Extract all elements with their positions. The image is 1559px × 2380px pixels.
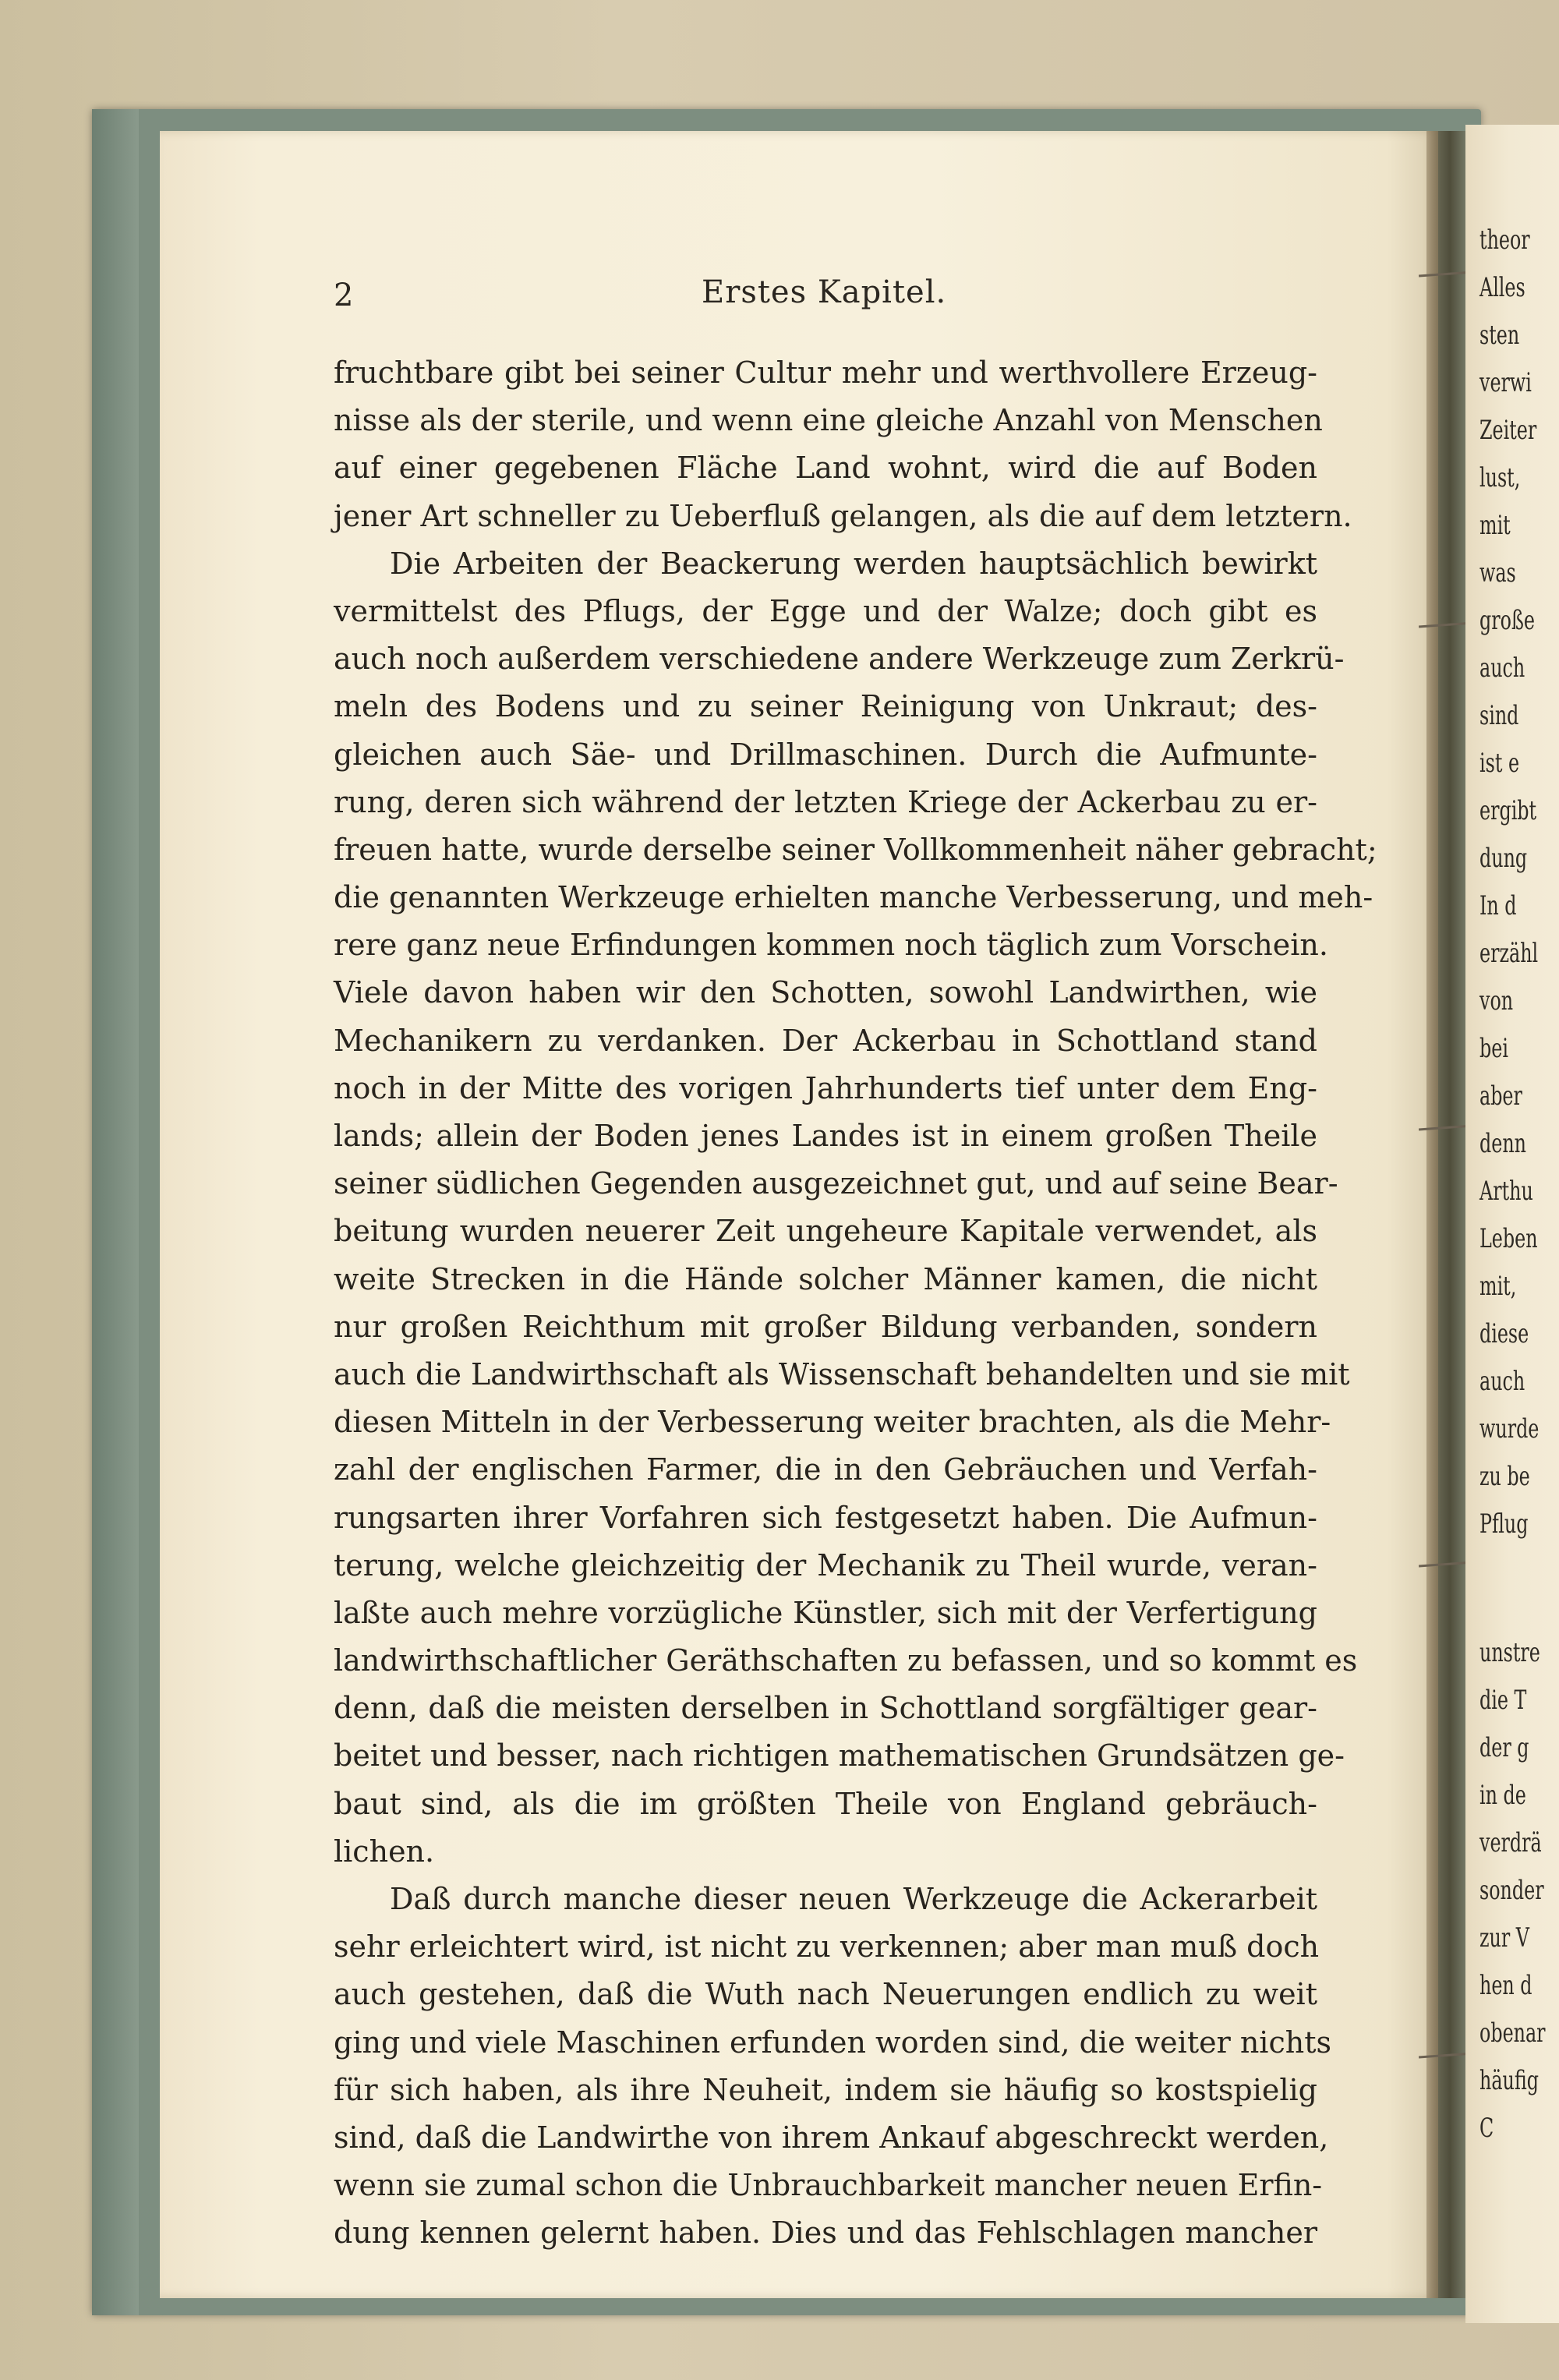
facing-page-fragment: sind	[1479, 700, 1519, 731]
body-line: jener Art schneller zu Ueberfluß gelangen, als die auf dem letztern.	[334, 498, 1352, 533]
facing-page-fragment: obenar	[1479, 2018, 1546, 2049]
body-line: denn, daß die meisten derselben in Schottland sorgfältiger gear-	[334, 1691, 1317, 1726]
facing-page-fragment: ergibt	[1479, 795, 1537, 826]
facing-page-fragment: verdrä	[1479, 1827, 1542, 1858]
body-line: rungsarten ihrer Vorfahren sich festgesetzt haben. Die Aufmun-	[334, 1500, 1317, 1535]
facing-page-fragment: dung	[1479, 843, 1528, 874]
book-gutter	[1426, 131, 1465, 2298]
body-line: zahl der englischen Farmer, die in den Gebräuchen und Verfah-	[334, 1452, 1317, 1487]
body-line: nisse als der sterile, und wenn eine gleiche Anzahl von Menschen	[334, 403, 1323, 438]
body-line: noch in der Mitte des vorigen Jahrhunderts tief unter dem Eng-	[334, 1070, 1317, 1105]
body-line: baut sind, als die im größten Theile von England gebräuch-	[334, 1786, 1317, 1821]
body-line: lands; allein der Boden jenes Landes ist in einem großen Theile	[334, 1119, 1317, 1153]
facing-page-fragment: zu be	[1479, 1461, 1530, 1492]
body-line: gleichen auch Säe- und Drillmaschinen. Durch die Aufmunte-	[334, 737, 1317, 772]
body-line: Mechanikern zu verdanken. Der Ackerbau in Schottland stand	[334, 1023, 1317, 1058]
facing-page-fragment: lust,	[1479, 462, 1521, 493]
facing-page-fragment: häufig	[1479, 2065, 1539, 2096]
facing-page-fragment: der g	[1479, 1732, 1529, 1763]
body-line: sehr erleichtert wird, ist nicht zu verkennen; aber man muß doch	[334, 1929, 1320, 1964]
facing-page-fragment: Arthu	[1479, 1176, 1533, 1207]
body-text	[334, 349, 1377, 2258]
body-line: Daß durch manche dieser neuen Werkzeuge die Ackerarbeit	[390, 1882, 1317, 1916]
body-line: lichen.	[334, 1834, 435, 1869]
body-line: meln des Bodens und zu seiner Reinigung von Unkraut; des-	[334, 689, 1317, 724]
facing-page-fragment: theor	[1479, 225, 1530, 256]
running-head: Erstes Kapitel.	[702, 274, 947, 310]
facing-page-fragment: sten	[1479, 320, 1520, 351]
body-line: beitung wurden neuerer Zeit ungeheure Kapitale verwendet, als	[334, 1214, 1317, 1249]
body-line: beitet und besser, nach richtigen mathematischen Grundsätzen ge-	[334, 1738, 1345, 1774]
facing-page-fragment: bei	[1479, 1033, 1508, 1064]
body-line: auch noch außerdem verschiedene andere Werkzeuge zum Zerkrü-	[334, 642, 1345, 677]
body-line: Die Arbeiten der Beackerung werden hauptsächlich bewirkt	[390, 546, 1317, 581]
body-line: rung, deren sich während der letzten Kriege der Ackerbau zu er-	[334, 784, 1317, 819]
facing-page-fragment: mit,	[1479, 1271, 1517, 1302]
body-line: vermittelst des Pflugs, der Egge und der Walze; doch gibt es	[334, 593, 1317, 628]
body-line: seiner südlichen Gegenden ausgezeichnet gut, und auf seine Bear-	[334, 1166, 1338, 1201]
body-line: diesen Mitteln in der Verbesserung weiter brachten, als die Mehr-	[334, 1405, 1331, 1440]
facing-page-fragment: die T	[1479, 1685, 1527, 1716]
facing-page-fragment: hen d	[1479, 1970, 1532, 2001]
facing-page-fragment: Alles	[1479, 272, 1525, 303]
facing-page-fragment: auch	[1479, 652, 1525, 684]
facing-page-fragment: große	[1479, 605, 1535, 636]
body-line: Viele davon haben wir den Schotten, sowohl Landwirthen, wie	[334, 975, 1317, 1010]
body-line: dung kennen gelernt haben. Dies und das Fehlschlagen mancher	[334, 2216, 1317, 2251]
facing-page-fragment: diese	[1479, 1318, 1529, 1349]
facing-page-fragment: erzähl	[1479, 938, 1539, 969]
facing-page-fragment: sonder	[1479, 1875, 1544, 1906]
facing-page-fragment: auch	[1479, 1366, 1525, 1397]
body-line: landwirthschaftlicher Geräthschaften zu befassen, und so kommt es	[334, 1643, 1358, 1678]
right-facing-page	[1465, 125, 1559, 2323]
facing-page-fragment: von	[1479, 985, 1514, 1017]
facing-page-fragment: unstre	[1479, 1637, 1540, 1668]
body-line: auch die Landwirthschaft als Wissenschaft behandelten und sie mit	[334, 1356, 1350, 1392]
body-line: laßte auch mehre vorzügliche Künstler, sich mit der Verfertigung	[334, 1595, 1317, 1630]
body-line: für sich haben, als ihre Neuheit, indem sie häufig so kostspielig	[334, 2072, 1317, 2107]
facing-page-fragment: zur V	[1479, 1922, 1530, 1954]
facing-page-fragment: Pflug	[1479, 1508, 1529, 1540]
body-line: nur großen Reichthum mit großer Bildung verbanden, sondern	[334, 1309, 1317, 1344]
facing-page-fragment: ist e	[1479, 748, 1520, 779]
facing-page-fragment: mit	[1479, 510, 1511, 541]
facing-page-fragment: wurde	[1479, 1413, 1540, 1445]
body-line: fruchtbare gibt bei seiner Cultur mehr und werthvollere Erzeug-	[334, 355, 1317, 390]
facing-page-fragment: Leben	[1479, 1223, 1538, 1254]
facing-page-fragment: in de	[1479, 1780, 1526, 1811]
facing-page-fragment: Zeiter	[1479, 415, 1537, 446]
facing-page-fragment: denn	[1479, 1128, 1526, 1159]
body-line: sind, daß die Landwirthe von ihrem Ankauf abgeschreckt werden,	[334, 2120, 1329, 2155]
book-cover-edge	[92, 109, 139, 2315]
body-line: auf einer gegebenen Fläche Land wohnt, wird die auf Boden	[334, 451, 1317, 486]
facing-page-fragment: In d	[1479, 890, 1517, 921]
facing-page-fragment: verwi	[1479, 367, 1532, 398]
body-line: ging und viele Maschinen erfunden worden sind, die weiter nichts	[334, 2025, 1331, 2060]
body-line: rere ganz neue Erfindungen kommen noch täglich zum Vorschein.	[334, 928, 1328, 963]
facing-page-fragment: was	[1479, 557, 1516, 589]
body-line: weite Strecken in die Hände solcher Männer kamen, die nicht	[334, 1261, 1317, 1296]
facing-page-fragment: aber	[1479, 1080, 1522, 1112]
body-line: terung, welche gleichzeitig der Mechanik zu Theil wurde, veran-	[334, 1547, 1317, 1583]
body-line: freuen hatte, wurde derselbe seiner Vollkommenheit näher gebracht;	[334, 832, 1377, 867]
body-line: wenn sie zumal schon die Unbrauchbarkeit mancher neuen Erfin-	[334, 2168, 1323, 2203]
body-line: die genannten Werkzeuge erhielten manche Verbesserung, und meh-	[334, 880, 1373, 915]
page-number: 2	[334, 278, 354, 313]
body-line: auch gestehen, daß die Wuth nach Neuerungen endlich zu weit	[334, 1977, 1317, 2012]
facing-page-fragment: C	[1479, 2113, 1494, 2144]
